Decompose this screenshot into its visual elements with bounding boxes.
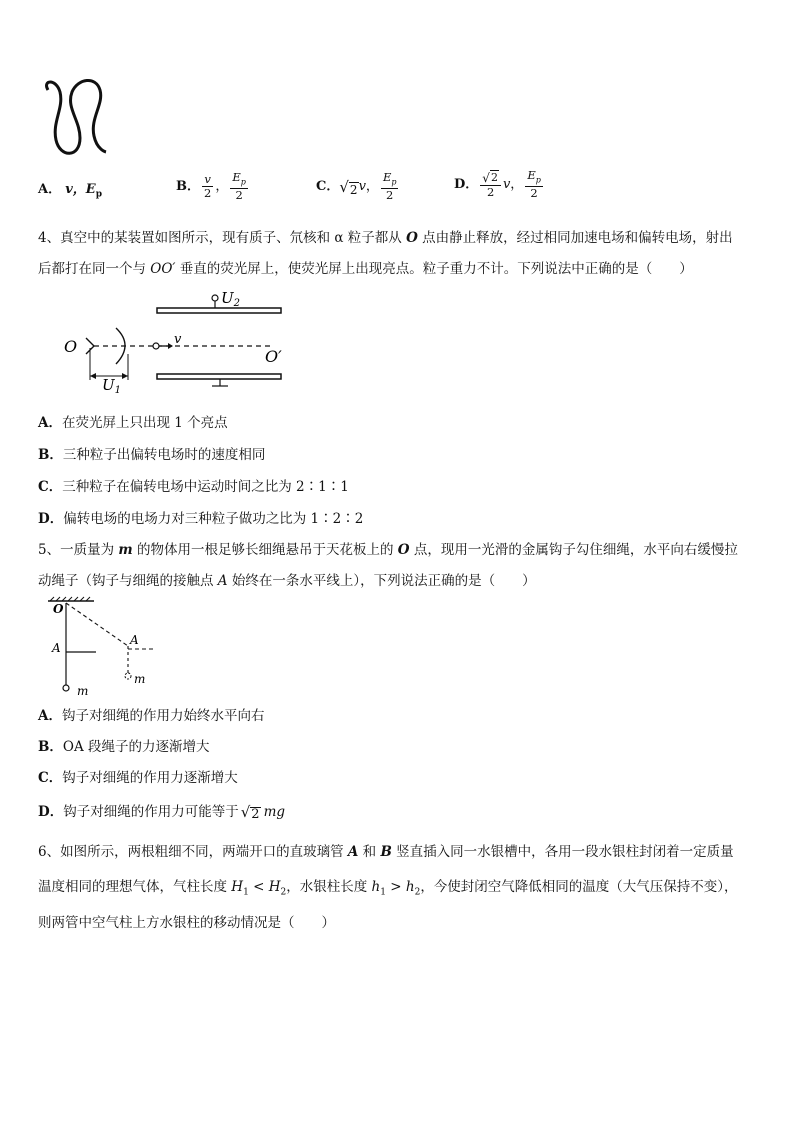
q5-option-a: A．钩子对细绳的作用力始终水平向右 <box>38 708 265 724</box>
q4-stem-line2: 后都打在同一个与 OO′ 垂直的荧光屏上，使荧光屏上出现亮点。粒子重力不计。下列说法中正确的是（ ） <box>38 261 693 277</box>
q6-stem-line3: 则两管中空气柱上方水银柱的移动情况是（ ） <box>38 915 335 931</box>
q4-option-c: C．三种粒子在偏转电场中运动时间之比为 2∶1∶1 <box>38 479 349 495</box>
q4-figure <box>60 288 296 396</box>
o-prime-label: O′ <box>265 347 282 366</box>
q5-figure <box>44 597 164 697</box>
dashed-rope-oa <box>66 603 128 646</box>
o-label: O <box>53 602 64 616</box>
q3-option-c: C． √ 2 v ， $\frac{E_p}{2}$ <box>316 170 397 203</box>
a-right-label: A <box>130 633 139 647</box>
q6-stem-line1: 6、如图所示，两根粗细不同，两端开口的直玻璃管 A 和 B 竖直插入同一水银槽中，各用一段水银柱封闭着一定质量 <box>38 844 734 860</box>
u2-label: $U_2$ <box>221 289 241 309</box>
v-label: v <box>174 332 182 347</box>
q5-stem-line1: 5、一质量为 m 的物体用一根足够长细绳悬吊于天花板上的 O 点，现用一光滑的金属钩子勾住细绳，水平向右缓慢拉 <box>38 542 738 558</box>
q3-option-a: A． v，$E_p$ <box>38 182 102 200</box>
q5-option-c: C．钩子对细绳的作用力逐渐增大 <box>38 770 238 786</box>
u1-label: $U_1$ <box>102 376 122 396</box>
q3-figure <box>40 78 112 162</box>
q3-option-d: D． √ 2 2 v ， $\frac{E_p}{2}$ <box>454 168 541 201</box>
q5-option-d: D． 钩子对细绳的作用力可能等于 √ 2 mg <box>38 803 286 822</box>
q4-stem-line1: 4、真空中的某装置如图所示，现有质子、氘核和 α 粒子都从 O 点由静止释放，经过相同加速电场和偏转电场，射出 <box>38 230 733 246</box>
particle <box>153 343 159 349</box>
mass-left <box>63 685 69 691</box>
m-right-label: m <box>134 672 146 686</box>
m-left-label: m <box>77 684 89 698</box>
u1-arrow-left <box>90 373 96 379</box>
top-plate <box>157 308 281 313</box>
q4-option-a: A．在荧光屏上只出现 1 个亮点 <box>38 415 228 431</box>
q3-curve-outer <box>47 80 106 153</box>
u2-terminal <box>212 295 218 301</box>
o-label: O <box>64 337 78 356</box>
q3-option-b: B． $\frac{v}{2}$ ， $\frac{E_p}{2}$ <box>176 170 246 203</box>
q4-option-d: D．偏转电场的电场力对三种粒子做功之比为 1∶2∶2 <box>38 511 364 527</box>
q6-stem-line2: 温度相同的理想气体，气柱长度 $H_1 < H_2$，水银柱长度 $h_1 > h_2$，今使封闭空气降低相同的温度（大气压保持不变）， <box>38 879 738 898</box>
a-left-label: A <box>52 641 61 655</box>
mass-right <box>125 673 131 679</box>
u1-arrow-right <box>122 373 128 379</box>
q5-stem-line2: 动绳子（钩子与细绳的接触点 A 始终在一条水平线上），下列说法正确的是（ ） <box>38 573 536 589</box>
q5-option-b: B．OA 段绳子的力逐渐增大 <box>38 739 210 755</box>
bottom-plate <box>157 374 281 379</box>
velocity-arrowhead <box>168 343 173 349</box>
q4-option-b: B．三种粒子出偏转电场时的速度相同 <box>38 447 266 463</box>
